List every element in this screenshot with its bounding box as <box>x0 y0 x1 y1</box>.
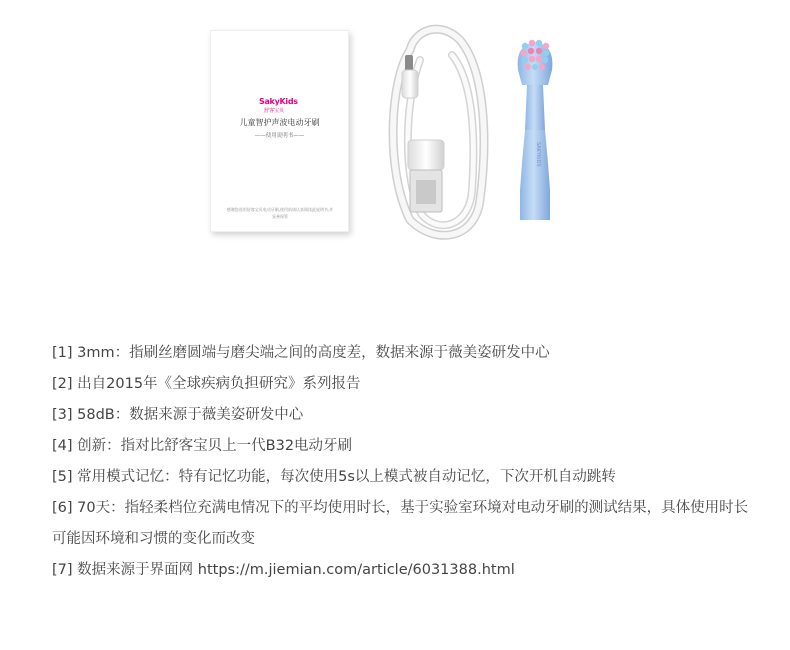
instruction-manual <box>210 30 349 232</box>
footnote-7: [7] 数据来源于界面网 https://m.jiemian.com/article/6031388.html <box>52 562 515 578</box>
manual-brand-logo: SakyKids <box>259 97 298 106</box>
footnote-4: [4] 创新：指对比舒客宝贝上一代B32电动牙刷 <box>52 438 353 454</box>
footnotes <box>52 338 752 586</box>
manual-subtitle: ——使用说明书—— <box>254 133 305 139</box>
manual-title: 儿童智护声波电动牙刷 <box>239 118 320 127</box>
footnote-3: [3] 58dB：数据来源于薇美姿研发中心 <box>52 407 304 423</box>
manual-brand-cn: 舒客宝贝 <box>264 108 285 114</box>
footnote-6: [6] 70天：指轻柔档位充满电情况下的平均使用时长，基于实验室环境对电动牙刷的测试结果，具体使用时长可能因环境和习惯的变化而改变 <box>52 500 749 547</box>
toothbrush-head <box>500 30 570 230</box>
product-photo <box>0 0 790 300</box>
brush-brand-mark: SAKYKIDS <box>535 142 541 167</box>
footnote-1: [1] 3mm：指刷丝磨圆端与磨尖端之间的高度差，数据来源于薇美姿研发中心 <box>52 345 550 361</box>
manual-notice: 感谢您选用舒客宝贝电动牙刷,使用前请认真阅读此说明书,并妥善保管 <box>226 207 334 219</box>
usb-charging-cable <box>380 20 495 245</box>
footnote-2: [2] 出自2015年《全球疾病负担研究》系列报告 <box>52 376 361 392</box>
footnote-5: [5] 常用模式记忆：特有记忆功能，每次使用5s以上模式被自动记忆，下次开机自动跳转 <box>52 469 616 485</box>
